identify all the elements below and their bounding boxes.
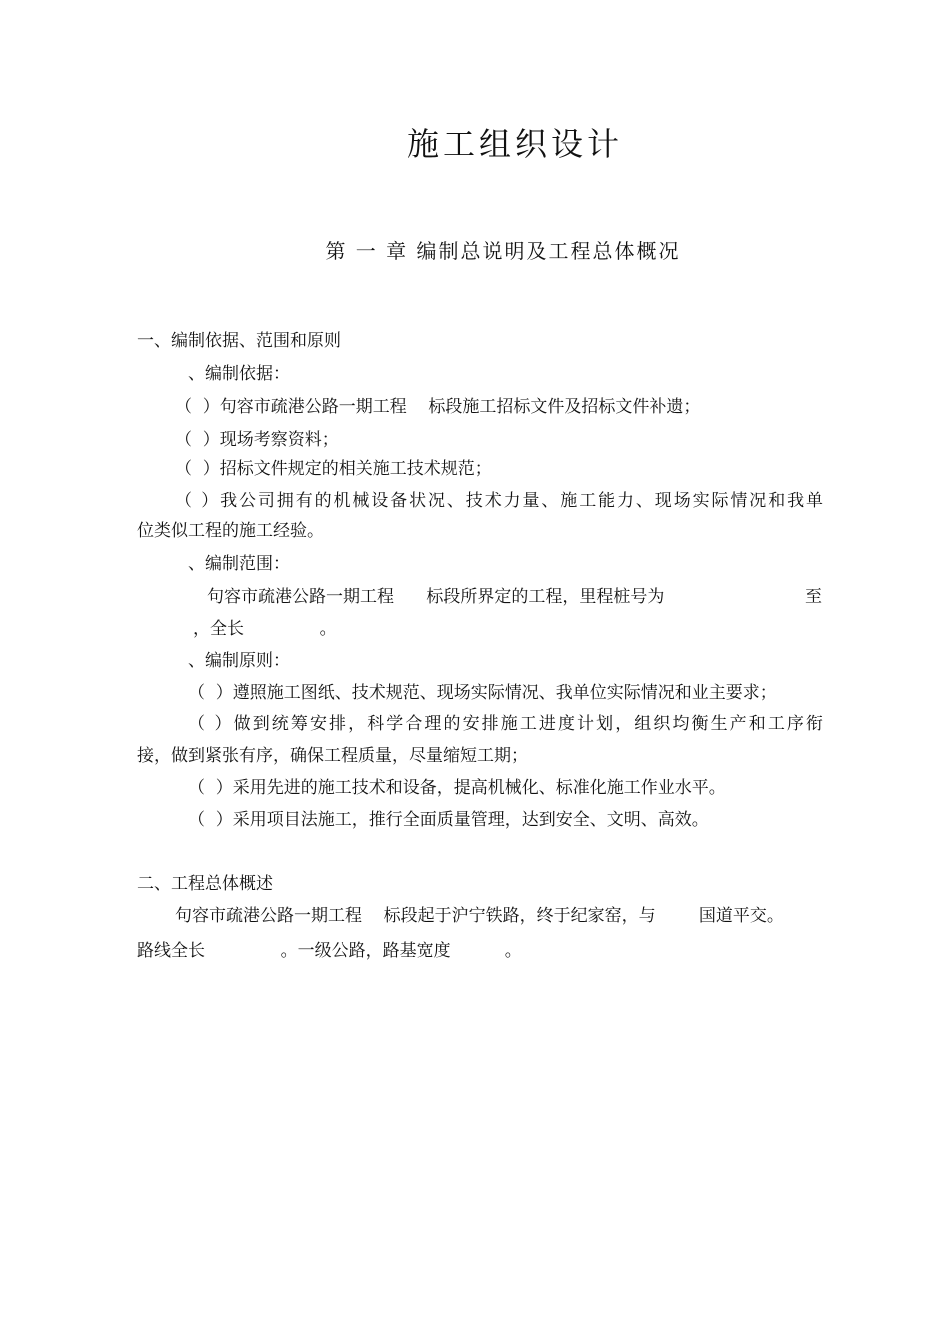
- scope-line-2: ，全长 。: [193, 619, 337, 639]
- principle-item-2: （ ）做到统筹安排，科学合理的安排施工进度计划，组织均衡生产和工序衔: [188, 714, 823, 734]
- chapter-heading: 第 一 章 编制总说明及工程总体概况: [325, 239, 681, 263]
- subsection-heading-basis: 、编制依据：: [188, 364, 290, 384]
- subsection-heading-principle: 、编制原则：: [188, 651, 290, 671]
- basis-item-4: （ ）我公司拥有的机械设备状况、技术力量、施工能力、现场实际情况和我单: [175, 491, 823, 511]
- subsection-heading-scope: 、编制范围：: [188, 554, 290, 574]
- principle-item-2-continued: 接，做到紧张有序，确保工程质量，尽量缩短工期；: [137, 746, 528, 766]
- principle-item-4: （ ）采用项目法施工，推行全面质量管理，达到安全、文明、高效。: [188, 810, 709, 830]
- overview-line-2: 路线全长 。一级公路，路基宽度 。: [137, 941, 522, 961]
- scope-line-1-end: 至: [805, 587, 822, 607]
- section-heading-overview: 二、工程总体概述: [137, 874, 273, 894]
- principle-item-1: （ ）遵照施工图纸、技术规范、现场实际情况、我单位实际情况和业主要求；: [188, 683, 777, 703]
- document-title: 施工组织设计: [406, 125, 623, 163]
- principle-item-3: （ ）采用先进的施工技术和设备，提高机械化、标准化施工作业水平。: [188, 778, 726, 798]
- overview-line-1: 句容市疏港公路一期工程 标段起于沪宁铁路，终于纪家窑，与 国道平交。: [175, 906, 784, 926]
- section-heading-basis-scope-principle: 一、编制依据、范围和原则: [137, 331, 341, 351]
- basis-item-4-continued: 位类似工程的施工经验。: [137, 521, 324, 541]
- basis-item-2: （ ）现场考察资料；: [175, 430, 339, 450]
- basis-item-1: （ ）句容市疏港公路一期工程 标段施工招标文件及招标文件补遗；: [175, 397, 701, 417]
- basis-item-3: （ ）招标文件规定的相关施工技术规范；: [175, 459, 492, 479]
- scope-line-1: 句容市疏港公路一期工程 标段所界定的工程，里程桩号为: [207, 587, 665, 607]
